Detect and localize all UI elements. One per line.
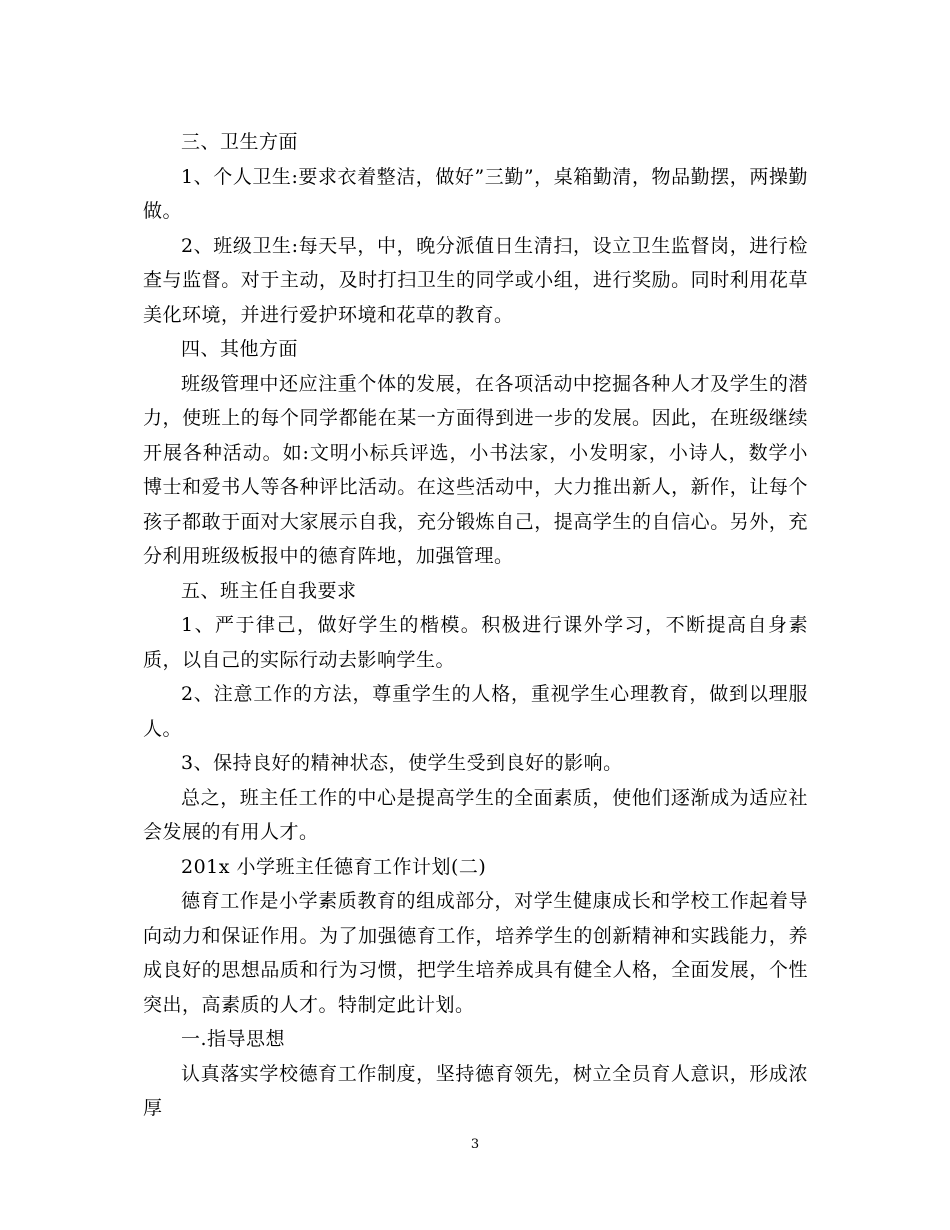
paragraph-work-methods: 2、注意工作的方法，尊重学生的人格，重视学生心理教育，做到以理服人。 <box>143 683 808 740</box>
page-number: 3 <box>470 1137 480 1152</box>
paragraph-moral-education-intro: 德育工作是小学素质教育的组成部分，对学生健康成长和学校工作起着导向动力和保证作用。为了加强德育工作，培养学生的创新精神和实践能力，养成良好的思想品质和行为习惯，把学生培养成具有健全人格，全面发展，个性突出，高素质的人才。特制定此计划。 <box>143 890 808 1016</box>
document-body <box>143 125 808 1126</box>
section-heading-hygiene: 三、卫生方面 <box>181 131 299 153</box>
paragraph-personal-hygiene: 1、个人卫生:要求衣着整洁，做好”三勤”，桌箱勤清，物品勤摆，两操勤做。 <box>143 165 808 222</box>
paragraph-summary: 总之，班主任工作的中心是提高学生的全面素质，使他们逐渐成为适应社会发展的有用人才。 <box>143 786 808 843</box>
paragraph-self-discipline: 1、严于律己，做好学生的楷模。积极进行课外学习，不断提高自身素质，以自己的实际行动去影响学生。 <box>143 614 808 671</box>
section-heading-guiding-ideology: 一.指导思想 <box>181 1028 286 1050</box>
paragraph-class-hygiene: 2、班级卫生:每天早，中，晚分派值日生清扫，设立卫生监督岗，进行检查与监督。对于主动，及时打扫卫生的同学或小组，进行奖励。同时利用花草美化环境，并进行爱护环境和花草的教育。 <box>143 234 808 326</box>
paragraph-implementation: 认真落实学校德育工作制度，坚持德育领先，树立全员育人意识，形成浓厚 <box>143 1062 808 1119</box>
section-heading-teacher-requirements: 五、班主任自我要求 <box>181 579 357 602</box>
paragraph-class-management: 班级管理中还应注重个体的发展，在各项活动中挖掘各种人才及学生的潜力，使班上的每个同学都能在某一方面得到进一步的发展。因此，在班级继续开展各种活动。如:文明小标兵评选，小书法家，小发明家，小诗人，数学小博士和爱书人等各种评比活动。在这些活动中，大力推出新人，新作，让每个孩子都敢于面对大家展示自我，充分锻炼自己，提高学生的自信心。另外，充分利用班级板报中的德育阵地，加强管理。 <box>143 372 808 567</box>
paragraph-good-spirit: 3、保持良好的精神状态，使学生受到良好的影响。 <box>181 752 623 774</box>
section-heading-other: 四、其他方面 <box>181 338 299 360</box>
plan-title-part-two: 201x 小学班主任德育工作计划(二) <box>181 855 487 878</box>
